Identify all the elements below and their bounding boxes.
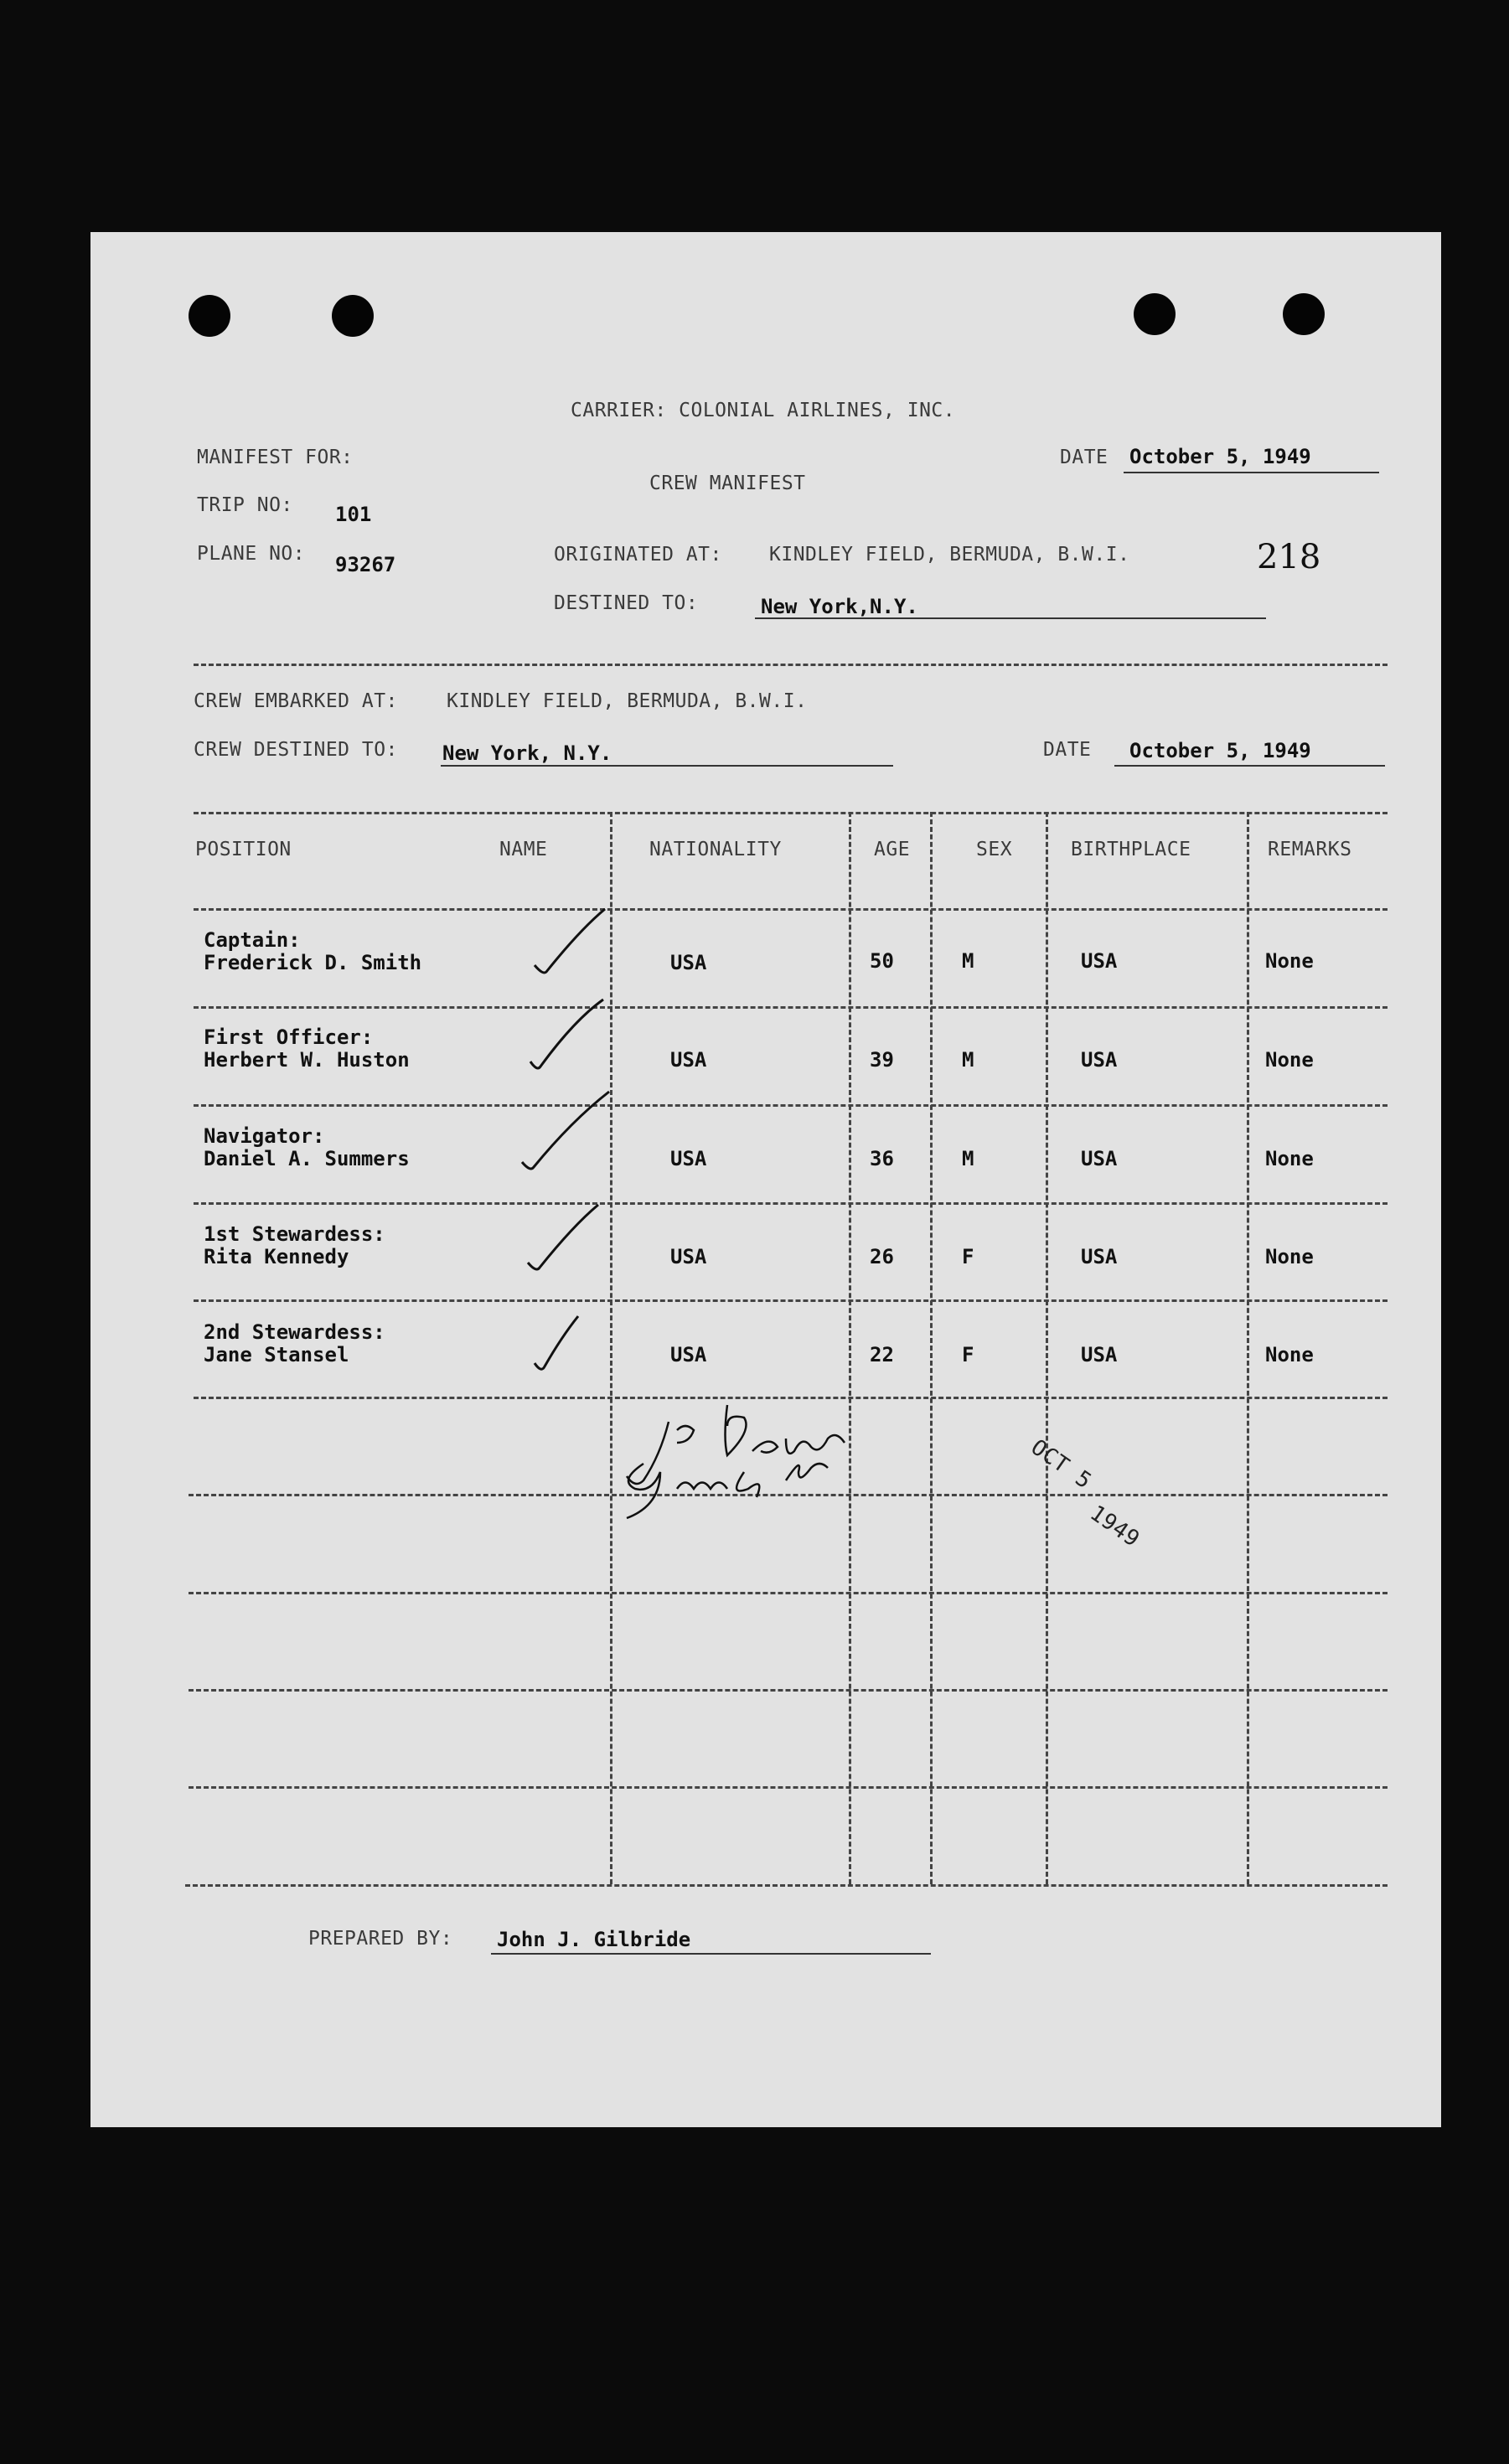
cell-sex: F — [962, 1245, 974, 1268]
crew-date-underline — [1114, 765, 1385, 767]
table-row-line — [189, 1592, 1388, 1594]
table-header-line — [194, 908, 1388, 911]
prepared-by-value: John J. Gilbride — [497, 1928, 691, 1951]
punch-hole — [332, 295, 374, 337]
cell-name: Frederick D. Smith — [204, 951, 422, 974]
page-number: 218 — [1257, 538, 1321, 576]
signature — [627, 1464, 828, 1518]
plane-value: 93267 — [335, 553, 396, 576]
check-mark — [535, 909, 605, 973]
table-col-line — [1046, 812, 1048, 1884]
cell-nationality: USA — [670, 1343, 707, 1366]
cell-age: 22 — [870, 1343, 894, 1366]
cell-remarks: None — [1265, 1245, 1314, 1268]
cell-birthplace: USA — [1081, 1343, 1118, 1366]
col-header-position: POSITION — [195, 839, 292, 860]
crew-date-value: October 5, 1949 — [1129, 739, 1311, 762]
col-header-nationality: NATIONALITY — [649, 839, 782, 860]
cell-sex: M — [962, 949, 974, 973]
cell-position: First Officer: — [204, 1025, 374, 1049]
prepared-by-label: PREPARED BY: — [308, 1928, 453, 1950]
table-col-line — [930, 812, 933, 1884]
cell-birthplace: USA — [1081, 1048, 1118, 1072]
date-label: DATE — [1060, 447, 1108, 468]
table-row-line — [194, 1299, 1388, 1302]
page-title: CREW MANIFEST — [649, 473, 806, 494]
table-col-line — [1247, 812, 1249, 1884]
cell-remarks: None — [1265, 949, 1314, 973]
destined-underline — [755, 617, 1266, 619]
crew-date-label: DATE — [1043, 739, 1092, 761]
col-header-remarks: REMARKS — [1268, 839, 1352, 860]
table-top-line — [194, 812, 1388, 814]
cell-position: 1st Stewardess: — [204, 1222, 385, 1246]
col-header-name: NAME — [499, 839, 548, 860]
cell-age: 36 — [870, 1147, 894, 1170]
cell-remarks: None — [1265, 1343, 1314, 1366]
check-mark — [530, 1000, 603, 1068]
plane-label: PLANE NO: — [197, 543, 306, 565]
prepared-by-underline — [491, 1953, 931, 1955]
check-mark — [535, 1316, 578, 1369]
check-mark — [522, 1092, 609, 1169]
date-stamp-line2: 1949 — [1085, 1501, 1145, 1552]
table-row-line — [194, 1397, 1388, 1399]
cell-sex: M — [962, 1048, 974, 1072]
check-mark — [528, 1205, 598, 1269]
signature — [627, 1405, 845, 1484]
cell-name: Daniel A. Summers — [204, 1147, 410, 1170]
punch-hole — [1283, 293, 1325, 335]
date-stamp-line1: OCT 5 — [1026, 1434, 1097, 1495]
cell-nationality: USA — [670, 1245, 707, 1268]
destined-value: New York,N.Y. — [761, 595, 918, 618]
cell-birthplace: USA — [1081, 1245, 1118, 1268]
col-header-birthplace: BIRTHPLACE — [1071, 839, 1191, 860]
cell-position: Captain: — [204, 928, 301, 952]
cell-nationality: USA — [670, 1048, 707, 1072]
cell-sex: F — [962, 1343, 974, 1366]
table-col-line — [610, 812, 612, 1884]
trip-value: 101 — [335, 503, 372, 526]
table-col-line — [849, 812, 851, 1884]
cell-sex: M — [962, 1147, 974, 1170]
table-row-line — [189, 1689, 1388, 1692]
originated-label: ORIGINATED AT: — [554, 544, 722, 566]
cell-birthplace: USA — [1081, 1147, 1118, 1170]
cell-position: Navigator: — [204, 1124, 325, 1148]
cell-name: Rita Kennedy — [204, 1245, 349, 1268]
cell-remarks: None — [1265, 1147, 1314, 1170]
cell-birthplace: USA — [1081, 949, 1118, 973]
table-row-line — [194, 1104, 1388, 1107]
table-row-line — [189, 1494, 1388, 1496]
crew-embarked-label: CREW EMBARKED AT: — [194, 690, 398, 712]
divider — [194, 664, 1388, 666]
col-header-sex: SEX — [976, 839, 1013, 860]
table-row-line — [189, 1786, 1388, 1789]
cell-nationality: USA — [670, 951, 707, 974]
crew-destined-value: New York, N.Y. — [442, 741, 612, 765]
cell-name: Jane Stansel — [204, 1343, 349, 1366]
cell-position: 2nd Stewardess: — [204, 1320, 385, 1344]
crew-destined-label: CREW DESTINED TO: — [194, 739, 398, 761]
carrier-line: CARRIER: COLONIAL AIRLINES, INC. — [571, 400, 956, 421]
table-row-line — [194, 1006, 1388, 1009]
originated-value: KINDLEY FIELD, BERMUDA, B.W.I. — [769, 544, 1130, 566]
crew-destined-underline — [441, 765, 893, 767]
cell-age: 50 — [870, 949, 894, 973]
trip-label: TRIP NO: — [197, 494, 293, 516]
table-row-line — [194, 1202, 1388, 1205]
punch-hole — [189, 295, 230, 337]
date-value: October 5, 1949 — [1129, 445, 1311, 468]
cell-name: Herbert W. Huston — [204, 1048, 410, 1072]
cell-remarks: None — [1265, 1048, 1314, 1072]
handwriting-overlay — [90, 232, 1441, 2127]
manifest-for-label: MANIFEST FOR: — [197, 447, 354, 468]
manifest-sheet — [90, 232, 1441, 2127]
cell-age: 39 — [870, 1048, 894, 1072]
crew-embarked-value: KINDLEY FIELD, BERMUDA, B.W.I. — [447, 690, 808, 712]
table-bottom-line — [185, 1884, 1388, 1887]
punch-hole — [1134, 293, 1176, 335]
col-header-age: AGE — [874, 839, 911, 860]
cell-nationality: USA — [670, 1147, 707, 1170]
cell-age: 26 — [870, 1245, 894, 1268]
destined-label: DESTINED TO: — [554, 592, 699, 614]
date-underline — [1124, 472, 1379, 473]
